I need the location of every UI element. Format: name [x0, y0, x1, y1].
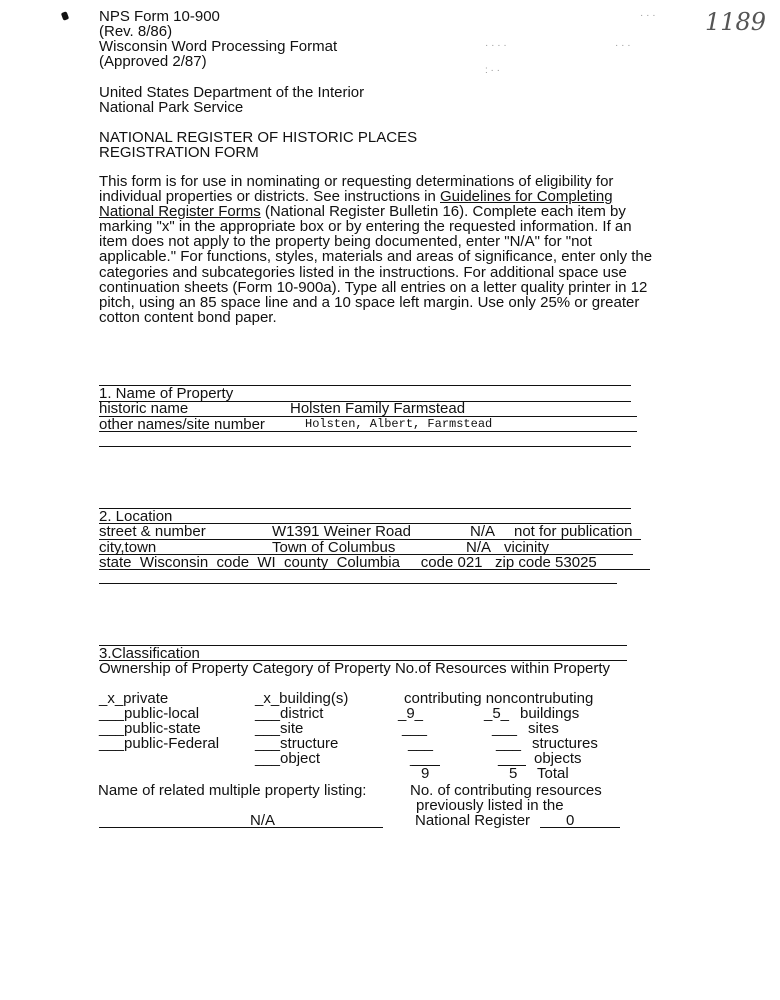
street-na: N/A: [470, 523, 496, 540]
section1-heading: 1. Name of Property: [99, 385, 234, 402]
multiple-listing-value: N/A: [250, 812, 276, 829]
previously-listed-value: 0: [566, 812, 575, 829]
resources-header: contributing noncontrubuting: [404, 690, 594, 707]
resource-label-buildings: buildings: [520, 705, 580, 722]
form-number: NPS Form 10-900: [99, 8, 220, 25]
not-for-publication-label: not for publication: [514, 523, 633, 540]
section-end-rule: [99, 583, 617, 584]
other-names-label: other names/site number: [99, 416, 265, 433]
ownership-private: _x_private: [99, 690, 169, 707]
scan-specks: · · ·: [640, 10, 656, 21]
noncontributing-sites: ___: [492, 720, 518, 737]
previously-listed-line1: No. of contributing resources: [410, 782, 602, 799]
ownership-public-local: ___public-local: [99, 705, 200, 722]
department-name: United States Department of the Interior: [99, 84, 365, 101]
contributing-sites: ___: [402, 720, 428, 737]
section3-heading: 3.Classification: [99, 645, 200, 662]
previously-listed-line2: previously listed in the: [416, 797, 564, 814]
bullet-mark: [61, 11, 69, 21]
resource-label-objects: objects: [534, 750, 582, 767]
noncontributing-structures: ___: [496, 735, 522, 752]
resource-label-sites: sites: [528, 720, 559, 737]
contributing-objects: ___: [410, 750, 436, 767]
category-district: ___district: [255, 705, 324, 722]
scan-specks: · · · ·: [485, 40, 507, 51]
guidelines-reference: Guidelines for Completing National Register Forms: [99, 188, 613, 221]
scan-specks: · · ·: [615, 40, 631, 51]
field-rule: [99, 431, 637, 432]
noncontributing-objects: ___: [498, 750, 524, 767]
contributing-buildings: _9_: [398, 705, 424, 722]
state-county-zip-line: state Wisconsin code WI county Columbia code 021 zip code 53025: [99, 554, 597, 571]
form-subtitle: REGISTRATION FORM: [99, 144, 259, 161]
noncontributing-buildings: _5_: [484, 705, 510, 722]
previously-listed-rule: [540, 827, 620, 828]
multiple-listing-label: Name of related multiple property listing:: [98, 782, 367, 799]
contributing-structures: ___: [408, 735, 434, 752]
category-site: ___site: [255, 720, 304, 737]
section-end-rule: [99, 446, 631, 447]
ownership-public-federal: ___public-Federal: [99, 735, 220, 752]
total-noncontributing: 5: [509, 765, 518, 782]
street-label: street & number: [99, 523, 206, 540]
category-object: ___object: [255, 750, 321, 767]
previously-listed-line3: National Register: [415, 812, 531, 829]
street-value: W1391 Weiner Road: [272, 523, 411, 540]
city-label: city,town: [99, 539, 157, 556]
city-value: Town of Columbus: [272, 539, 396, 556]
instructions-paragraph: This form is for use in nominating or requesting determinations of eligibility for individual properties or districts. See instructions in Guidelines for Completing National Register Forms (National Register Bulletin 16). Complete each item by marking "x" in the appropriate box or by entering the requested information. If an item does not apply to the property being documented, enter "N/A" for "not applicable." For functions, styles, materials and areas of significance, enter only the categories and subcategories listed in the instructions. For additional space use continuation sheets (Form 10-900a). Type all entries on a letter quality printer in 12 pitch, using an 85 space line and a 10 space left margin. Use only 25% or greater cotton content bond paper.: [99, 173, 653, 326]
handwritten-number: 1189: [705, 8, 767, 36]
total-contributing: 9: [421, 765, 430, 782]
vicinity-label: vicinity: [504, 539, 550, 556]
scan-specks: : · ·: [485, 65, 500, 76]
form-revision: (Rev. 8/86): [99, 23, 173, 40]
service-name: National Park Service: [99, 99, 244, 116]
historic-name-label: historic name: [99, 400, 189, 417]
form-approved: (Approved 2/87): [99, 53, 207, 70]
historic-name-value: Holsten Family Farmstead: [290, 400, 466, 417]
classification-columns-header: Ownership of Property Category of Property No.of Resources within Property: [99, 660, 611, 677]
category-structure: ___structure: [255, 735, 339, 752]
multiple-listing-rule: [99, 827, 383, 828]
total-label: Total: [537, 765, 569, 782]
section-rule: [99, 508, 631, 509]
ownership-public-state: ___public-state: [99, 720, 201, 737]
category-buildings: _x_building(s): [255, 690, 349, 707]
city-na: N/A: [466, 539, 492, 556]
section2-heading: 2. Location: [99, 508, 173, 525]
form-format: Wisconsin Word Processing Format: [99, 38, 338, 55]
field-rule: [99, 569, 650, 570]
resource-label-structures: structures: [532, 735, 598, 752]
form-title: NATIONAL REGISTER OF HISTORIC PLACES: [99, 129, 418, 146]
other-names-value: Holsten, Albert, Farmstead: [305, 417, 493, 431]
